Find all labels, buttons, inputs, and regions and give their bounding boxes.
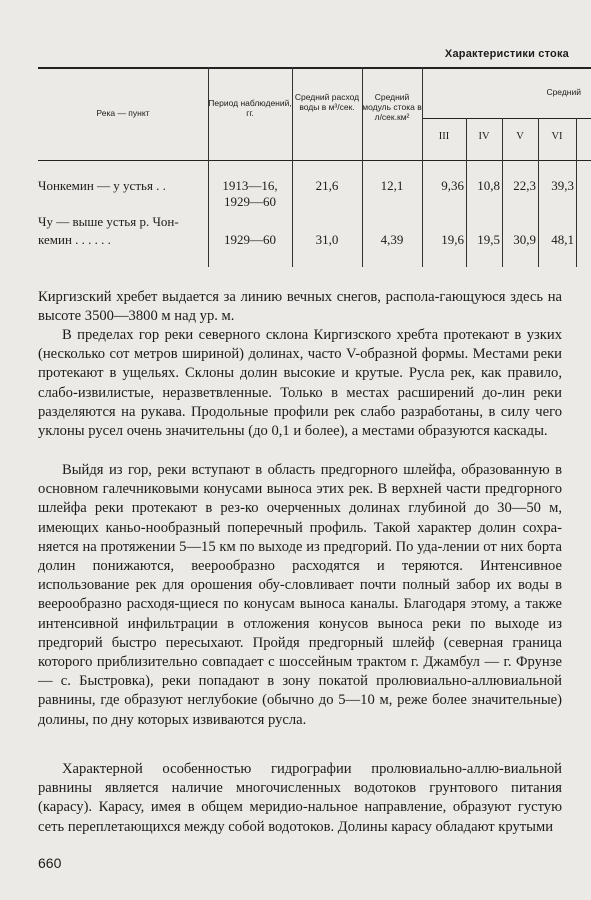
header-month-v: V <box>516 131 524 142</box>
header-month-vi: VI <box>551 131 563 142</box>
table-row-2-m-v: 30,9 <box>513 232 536 247</box>
header-avg-modulus: Средний модуль стока в л/сек.км² <box>362 92 422 122</box>
table-row-1-modulus: 12,1 <box>380 178 404 193</box>
header-month-iii: III <box>438 131 450 142</box>
table-row-2-period: 1929—60 <box>224 232 276 247</box>
table-row-2-m-vi: 48,1 <box>551 232 574 247</box>
table-top-rule <box>38 67 591 69</box>
table-row-1-m-iv: 10,8 <box>477 178 500 193</box>
table-row-1-avg-flow: 21,6 <box>315 178 339 193</box>
header-period: Период наблюдений, гг. <box>208 98 292 118</box>
table-row-2-m-iv: 19,5 <box>477 232 500 247</box>
paragraph-2: В пределах гор реки северного склона Киргизского хребта протекают в узких (несколько сот метров шириной) долинах, часто V-образной формы. Местами реки протекают в ущельях. Склоны долин высокие и крутые. Русла рек, как правило, слабо-извилистые, неразветвленные. Только в местах расширений до-лин реки разделяются на рукава. Продольные профили рек слабо разработаны, в силу чего уклоны русел очень значительны (до 0,1 и более), а местами образуются каскады. <box>38 327 562 440</box>
table-row-1-period-a: 1913—16, <box>222 178 278 193</box>
page-number: 660 <box>38 855 62 871</box>
header-avg-flow: Средний расход воды в м³/сек. <box>294 92 360 112</box>
table-row-1-m-v: 22,3 <box>513 178 536 193</box>
table-row-2-avg-flow: 31,0 <box>315 232 339 247</box>
paragraph-1: Киргизский хребет выдается за линию вечных снегов, распола-гающуюся здесь на высоте 3500—3800 м над ур. м. <box>38 289 562 325</box>
table-row-1-m-iii: 9,36 <box>441 178 464 193</box>
col-divider-vii <box>576 118 577 267</box>
header-river: Река — пункт <box>96 108 150 118</box>
table-header-rule <box>38 160 591 161</box>
table-row-2-modulus: 4,39 <box>380 232 404 247</box>
table-row-1-period-b: 1929—60 <box>224 194 276 209</box>
table-row-2-river-a: Чу — выше устья р. Чон- <box>38 214 179 229</box>
table-row-1-m-vi: 39,3 <box>551 178 574 193</box>
header-monthly: Средний <box>546 87 581 97</box>
paragraph-3: Выйдя из гор, реки вступают в область предгорного шлейфа, образованную в основном галечниковыми конусами выноса этих рек. В верхней части предгорного шлейфа реки протекают в рез-ко очерченных долинах глубиной до 30—50 м, имеющих каньо-нообразный поперечный профиль. Такой характер долин сохра-няется на протяжении 5—15 км по выходе из предгорий. По уда-лении от них борта долин понижаются, веерообразно расходятся и теряются. Интенсивное использование рек для орошения обу-словливает почти полный забор их воды в веерообразно расходя-щиеся по конусам выноса каналы. Благодаря этому, а также интенсивной инфильтрации в отложения конусов выноса реки по выходе из предгорий быстро пересыхают. Пройдя предгорный шлейф (северная граница которого приблизительно совпадает с шоссейным трактом г. Джамбул — г. Фрунзе — с. Быстровка), реки попадают в зону покатой пролювиально-аллювиальной равнины, где образуют неглубокие (обычно до 5—10 м, реже более значительные) долины, по дну которых извиваются русла. <box>38 462 562 728</box>
table-row-1-river: Чонкемин — у устья . . <box>38 178 166 193</box>
running-head: Характеристики стока <box>444 48 569 60</box>
table-row-2-m-iii: 19,6 <box>441 232 464 247</box>
header-month-iv: IV <box>478 131 490 142</box>
paragraph-4: Характерной особенностью гидрографии пролювиально-аллю-виальной равнины является наличие многочисленных водотоков грунтового питания (карасу). Карасу, имея в общем меридио-нальное направление, образуют густую сеть переплетающихся между собой водотоков. Долины карасу обладают крутыми <box>38 761 562 835</box>
table-month-subrule <box>422 118 591 119</box>
table-row-2-river-b: кемин . . . . . . <box>38 232 111 247</box>
